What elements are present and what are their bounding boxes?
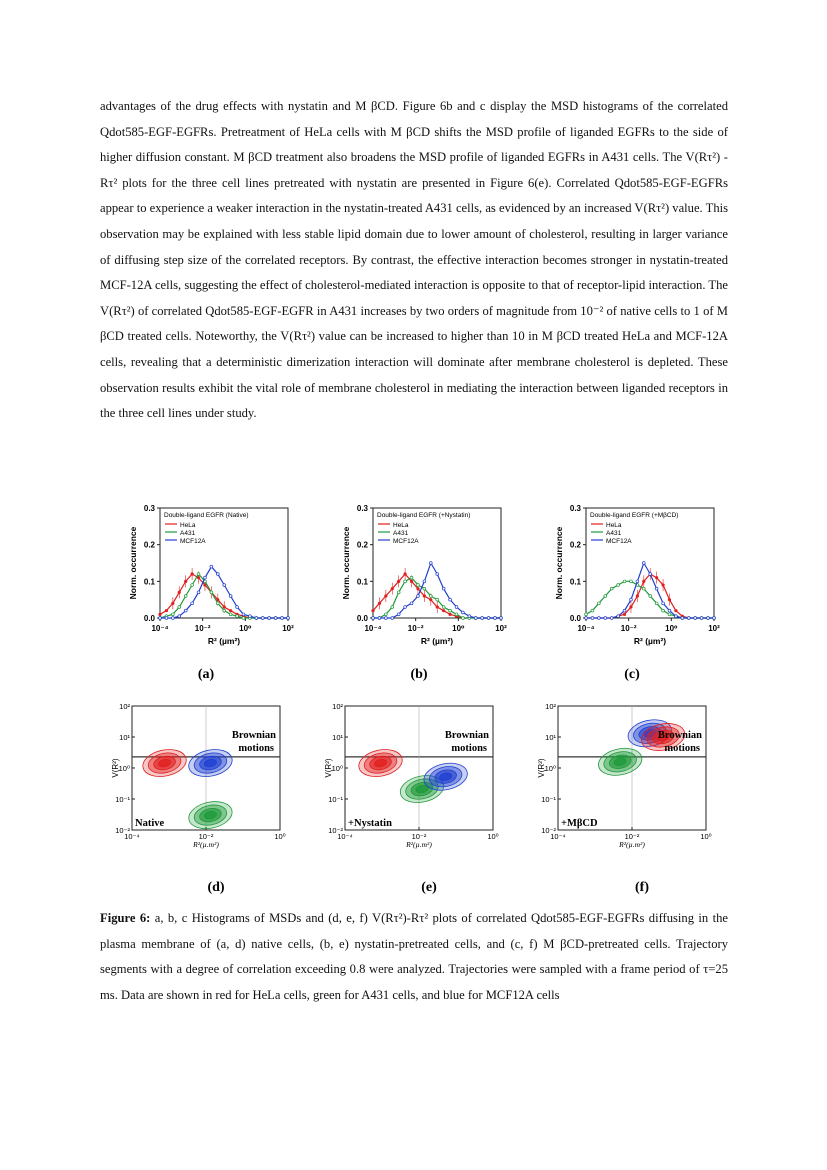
y-tick-label: 10⁻¹ <box>115 795 130 804</box>
annotation-motions: motions <box>664 743 700 754</box>
panel-tag: (d) <box>207 880 225 895</box>
data-point <box>287 617 290 620</box>
data-point <box>223 584 226 587</box>
data-point <box>229 609 232 612</box>
condition-label: +Nystatin <box>348 818 392 829</box>
legend-entry: HeLa <box>393 522 409 529</box>
data-point <box>707 617 710 620</box>
data-point <box>591 609 594 612</box>
data-point <box>255 617 258 620</box>
y-axis-label: V(R²) <box>111 758 120 778</box>
legend-entry: MCF12A <box>180 538 206 545</box>
x-tick-label: 10⁻² <box>407 624 424 633</box>
data-point <box>494 617 497 620</box>
data-point <box>585 613 588 616</box>
data-point <box>500 617 503 620</box>
data-point <box>623 609 626 612</box>
x-tick-label: 10⁰ <box>274 832 286 841</box>
data-point <box>610 587 613 590</box>
data-point <box>210 565 213 568</box>
panel-tag: (e) <box>421 880 437 895</box>
data-point <box>417 584 420 587</box>
panel-tag: (f) <box>635 880 649 895</box>
data-point <box>462 617 465 620</box>
y-tick-label: 0.2 <box>356 540 368 550</box>
y-axis-label: Norm. occurrence <box>554 526 564 600</box>
x-tick-label: 10⁻² <box>620 624 637 633</box>
legend-entry: A431 <box>180 530 196 537</box>
data-point <box>423 580 426 583</box>
y-axis-label: Norm. occurrence <box>128 526 138 600</box>
y-tick-label: 0.0 <box>569 614 581 623</box>
body-paragraph: advantages of the drug effects with nystatin and M βCD. Figure 6b and c display the MSD histograms of the correlated Qdot585-EGF-EGFRs. Pretreatment of HeLa cells with M βCD shifts the MSD profile of liganded EGFRs to the side of higher diffusion constant. M βCD treatment also broadens the MSD profile of liganded EGFRs in A431 cells. The V(Rτ²) -Rτ² plots for the three cell lines pretreated with nystatin are presented in Figure 6(e). Correlated Qdot585-EGF-EGFRs appear to experience a weaker interaction in the nystatin-treated A431 cells, as evidenced by an increased V(Rτ²) value. This observation may be explained with less stable lipid domain due to lower amount of cholesterol, resulting in larger variance of diffusing step size of the correlated receptors. By contrast, the effective interaction becomes stronger in nystatin-treated MCF-12A cells, suggesting the effect of cholesterol-mediated interaction is opposite to that of receptor-lipid interaction. The V(Rτ²) of correlated Qdot585-EGF-EGFR in A431 increases by two orders of magnitude from 10⁻² of native cells to 1 of M βCD treated cells. Noteworthy, the V(Rτ²) value can be increased to higher than 10 in M βCD treated HeLa and MCF-12A cells, revealing that a deterministic dimerization interaction will dominate after membrane cholesterol is depleted. These observation results exhibit the vital role of membrane cholesterol in mediating the interaction between liganded receptors in the three cell lines under study. <box>100 99 729 421</box>
y-tick-label: 0.1 <box>143 577 155 587</box>
data-point <box>429 562 432 565</box>
data-point <box>236 606 239 609</box>
data-point <box>197 591 200 594</box>
x-tick-label: 10² <box>282 624 294 633</box>
annotation-motions: motions <box>238 743 274 754</box>
annotation-brownian: Brownian <box>231 730 276 741</box>
data-point <box>442 606 445 609</box>
legend-entry: A431 <box>606 530 622 537</box>
data-point <box>229 613 232 616</box>
y-tick-label: 0.3 <box>143 504 155 513</box>
x-axis-label: R² (µm²) <box>633 636 667 646</box>
data-point <box>713 617 716 620</box>
x-axis-label: R² (µm²) <box>207 636 241 646</box>
data-point <box>642 587 645 590</box>
data-point <box>216 573 219 576</box>
data-point <box>216 602 219 605</box>
panel-tag: (c) <box>624 667 640 682</box>
y-tick-label: 0.0 <box>356 614 368 623</box>
y-tick-label: 10² <box>332 702 343 711</box>
x-tick-label: 10⁻⁴ <box>151 624 169 633</box>
data-point <box>687 617 690 620</box>
data-point <box>178 615 181 618</box>
figure-caption <box>100 906 728 1008</box>
caption-label: Figure 6: <box>100 911 151 925</box>
legend-title: Double-ligand EGFR (Native) <box>164 512 249 519</box>
data-point <box>591 617 594 620</box>
data-point <box>442 587 445 590</box>
legend-entry: HeLa <box>180 522 196 529</box>
data-point <box>281 617 284 620</box>
y-axis-label: Norm. occurrence <box>341 526 351 600</box>
data-point <box>261 617 264 620</box>
annotation-brownian: Brownian <box>444 730 489 741</box>
y-tick-label: 10⁻¹ <box>541 795 556 804</box>
data-point <box>694 617 697 620</box>
data-point <box>268 617 271 620</box>
data-point <box>171 613 174 616</box>
data-point <box>397 613 400 616</box>
data-point <box>429 595 432 598</box>
y-tick-label: 10⁻² <box>115 826 130 835</box>
y-tick-label: 10¹ <box>119 733 130 742</box>
data-point <box>165 609 168 612</box>
data-point <box>617 615 620 618</box>
data-point <box>655 587 658 590</box>
variance-panel-3 <box>537 702 712 895</box>
data-point <box>642 562 645 565</box>
x-tick-label: 10⁻⁴ <box>124 832 140 841</box>
y-tick-label: 10⁰ <box>118 764 130 773</box>
data-point <box>184 595 187 598</box>
y-tick-label: 0.2 <box>569 540 581 550</box>
data-point <box>468 615 471 618</box>
body-paragraph-block <box>100 94 728 427</box>
data-point <box>604 617 607 620</box>
data-point <box>487 617 490 620</box>
legend-title: Double-ligand EGFR (+MβCD) <box>590 512 679 519</box>
annotation-motions: motions <box>451 743 487 754</box>
legend-entry: A431 <box>393 530 409 537</box>
data-point <box>623 580 626 583</box>
y-tick-label: 10⁻² <box>328 826 343 835</box>
y-tick-label: 10⁰ <box>544 764 556 773</box>
data-point <box>597 602 600 605</box>
annotation-brownian: Brownian <box>657 730 702 741</box>
data-point <box>210 591 213 594</box>
legend-entry: HeLa <box>606 522 622 529</box>
data-point <box>242 613 245 616</box>
data-point <box>397 591 400 594</box>
x-tick-label: 10⁻⁴ <box>364 624 382 633</box>
data-point <box>455 606 458 609</box>
data-point <box>668 613 671 616</box>
data-point <box>223 609 226 612</box>
series-line-A431 <box>586 581 714 618</box>
y-tick-label: 10⁻¹ <box>328 795 343 804</box>
x-axis-label: R²(µ.m²) <box>193 840 219 849</box>
x-axis-label: R² (µm²) <box>420 636 454 646</box>
data-point <box>623 613 626 616</box>
y-tick-label: 10¹ <box>332 733 343 742</box>
x-tick-label: 10⁻² <box>411 832 427 841</box>
figure-6 <box>98 496 738 906</box>
histogram-panel-3 <box>554 504 720 682</box>
x-tick-label: 10⁻² <box>194 624 211 633</box>
data-point <box>371 609 374 612</box>
data-point <box>378 617 381 620</box>
data-point <box>449 598 452 601</box>
x-axis-label: R²(µ.m²) <box>619 840 645 849</box>
data-point <box>410 576 413 579</box>
histogram-panel-1 <box>128 504 294 682</box>
data-point <box>649 573 652 576</box>
y-axis-label: V(R²) <box>537 758 546 778</box>
y-tick-label: 10¹ <box>545 733 556 742</box>
data-point <box>474 617 477 620</box>
y-tick-label: 0.0 <box>143 614 155 623</box>
data-point <box>436 598 439 601</box>
data-point <box>442 609 445 612</box>
data-point <box>384 613 387 616</box>
data-point <box>229 595 232 598</box>
y-tick-label: 10² <box>119 702 130 711</box>
histogram-panel-2 <box>341 504 507 682</box>
data-point <box>681 617 684 620</box>
condition-label: +MβCD <box>561 818 598 829</box>
x-axis-label: R²(µ.m²) <box>406 840 432 849</box>
data-point <box>165 617 168 620</box>
variance-panel-2 <box>324 702 499 895</box>
condition-label: Native <box>135 818 165 829</box>
data-point <box>585 617 588 620</box>
data-point <box>410 602 413 605</box>
x-tick-label: 10⁰ <box>452 624 465 633</box>
y-tick-label: 0.2 <box>143 540 155 550</box>
data-point <box>391 606 394 609</box>
data-point <box>649 595 652 598</box>
data-point <box>391 617 394 620</box>
data-point <box>184 609 187 612</box>
x-tick-label: 10⁰ <box>487 832 499 841</box>
data-point <box>636 580 639 583</box>
x-tick-label: 10⁻⁴ <box>550 832 566 841</box>
x-tick-label: 10⁻² <box>624 832 640 841</box>
x-tick-label: 10⁻⁴ <box>577 624 595 633</box>
y-tick-label: 0.1 <box>569 577 581 587</box>
y-tick-label: 0.3 <box>569 504 581 513</box>
variance-panel-1 <box>111 702 286 895</box>
x-tick-label: 10² <box>495 624 507 633</box>
data-point <box>372 617 375 620</box>
legend-entry: MCF12A <box>393 538 419 545</box>
panel-tag: (a) <box>197 667 215 682</box>
data-point <box>404 606 407 609</box>
data-point <box>617 584 620 587</box>
caption-text: a, b, c Histograms of MSDs and (d, e, f) V(Rτ²)-Rτ² plots of correlated Qdot585-EGF-EGFRs diffusing in the plasma membrane of (a, d) native cells, (b, e) nystatin-pretreated cells, and (c, f) M βCD-pretreated cells. Trajectory segments with a degree of correlation exceeding 0.8 were analyzed. Trajectories were sampled with a frame period of τ=25 ms. Data are shown in red for HeLa cells, green for A431 cells, and blue for MCF12A cells <box>100 911 728 1002</box>
x-tick-label: 10⁻⁴ <box>337 832 353 841</box>
legend-title: Double-ligand EGFR (+Nystatin) <box>377 512 471 519</box>
data-point <box>462 611 465 614</box>
x-tick-label: 10⁻² <box>198 832 214 841</box>
x-tick-label: 10² <box>708 624 720 633</box>
data-point <box>700 617 703 620</box>
data-point <box>675 615 678 618</box>
data-point <box>662 609 665 612</box>
data-point <box>668 609 671 612</box>
x-tick-label: 10⁰ <box>700 832 712 841</box>
data-point <box>436 573 439 576</box>
data-point <box>448 613 451 616</box>
y-tick-label: 10² <box>545 702 556 711</box>
data-point <box>384 617 387 620</box>
data-point <box>662 602 665 605</box>
data-point <box>158 613 161 616</box>
data-point <box>655 602 658 605</box>
data-point <box>159 617 162 620</box>
data-point <box>171 617 174 620</box>
data-point <box>674 609 677 612</box>
data-point <box>404 580 407 583</box>
data-point <box>455 613 458 616</box>
y-tick-label: 0.3 <box>356 504 368 513</box>
data-point <box>630 598 633 601</box>
data-point <box>249 615 252 618</box>
y-tick-label: 10⁰ <box>331 764 343 773</box>
data-point <box>449 609 452 612</box>
data-point <box>236 615 239 618</box>
data-point <box>197 573 200 576</box>
data-point <box>610 617 613 620</box>
data-point <box>417 595 420 598</box>
data-point <box>178 606 181 609</box>
data-point <box>191 584 194 587</box>
x-tick-label: 10⁰ <box>239 624 252 633</box>
y-tick-label: 0.1 <box>356 577 368 587</box>
data-point <box>191 602 194 605</box>
data-point <box>423 587 426 590</box>
figure-6-svg <box>98 496 738 906</box>
data-point <box>481 617 484 620</box>
data-point <box>630 580 633 583</box>
data-point <box>242 617 245 620</box>
x-tick-label: 10⁰ <box>665 624 678 633</box>
panel-tag: (b) <box>410 667 428 682</box>
y-axis-label: V(R²) <box>324 758 333 778</box>
data-point <box>604 595 607 598</box>
data-point <box>204 576 207 579</box>
data-point <box>597 617 600 620</box>
legend-entry: MCF12A <box>606 538 632 545</box>
y-tick-label: 10⁻² <box>541 826 556 835</box>
data-point <box>274 617 277 620</box>
